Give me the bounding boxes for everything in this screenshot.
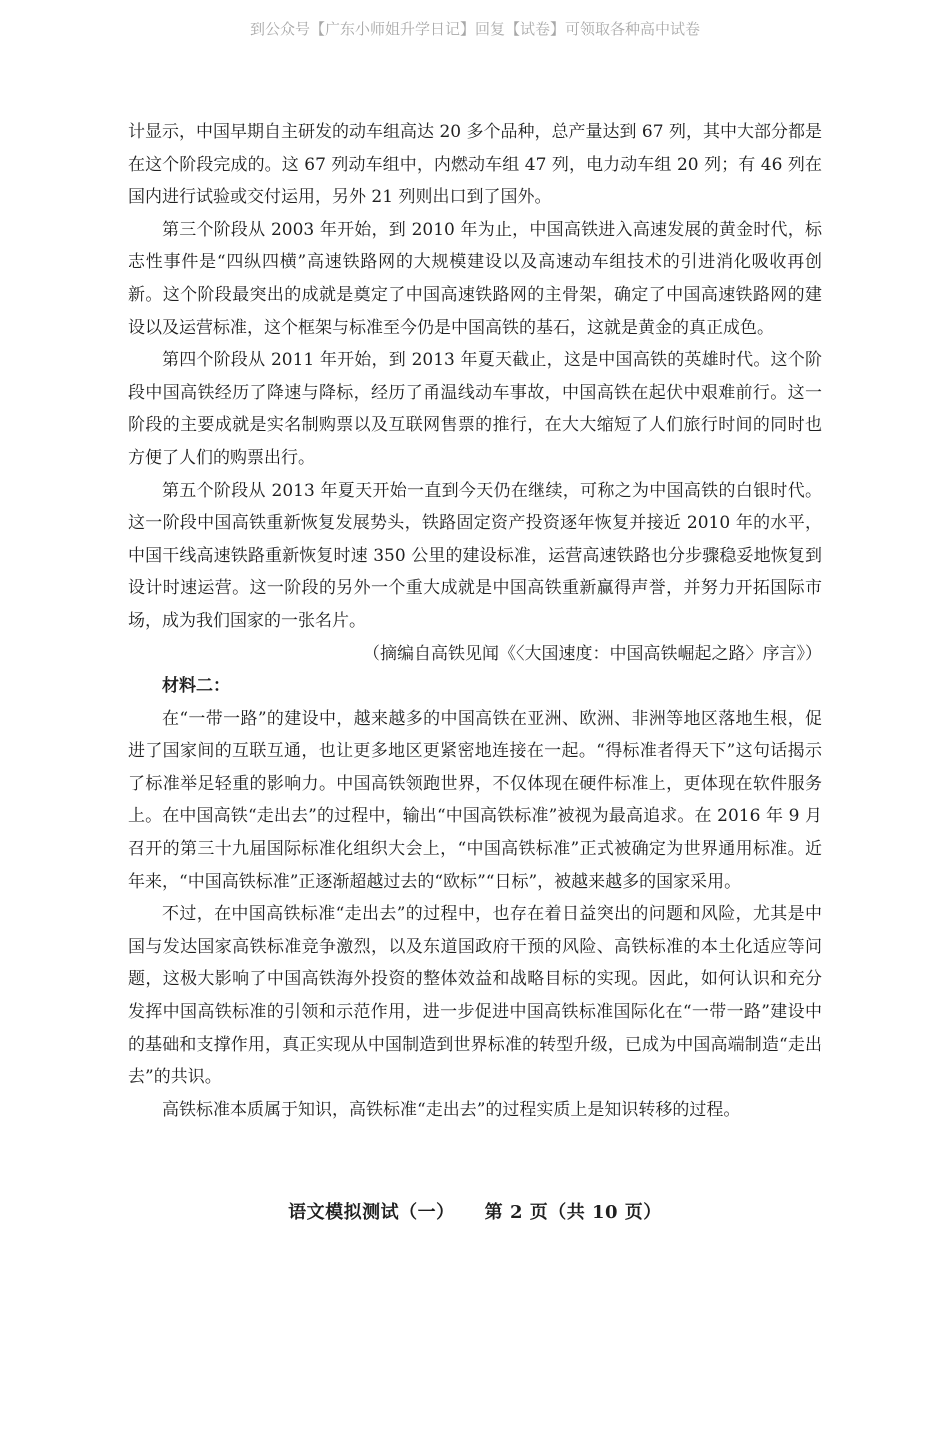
watermark-text: 到公众号【广东小师姐升学日记】回复【试卷】可领取各种高中试卷 [249, 20, 700, 38]
exam-title: 语文模拟测试（一） [288, 1202, 455, 1223]
paragraph-6: 不过，在中国高铁标准“走出去”的过程中，也存在着日益突出的问题和风险，尤其是中国与发达国家高铁标准竞争激烈，以及东道国政府干预的风险、高铁标准的本土化适应等问题，这极大影响了中国高铁海外投资的整体效益和战略目标的实现。因此，如何认识和充分发挥中国高铁标准的引领和示范作用，进一步促进中国高铁标准国际化在“一带一路”建设中的基础和支撑作用，真正实现从中国制造到世界标准的转型升级，已成为中国高端制造“走出去”的共识。 [128, 904, 822, 1088]
source-citation: （摘编自高铁见闻《〈大国速度：中国高铁崛起之路〉序言》） [363, 643, 822, 664]
paragraph-3: 第四个阶段从 2011 年开始，到 2013 年夏天截止，这是中国高铁的英雄时代。这个阶段中国高铁经历了降速与降标，经历了甬温线动车事故，中国高铁在起伏中艰难前行。这一阶段的主要成就是实名制购票以及互联网售票的推行，在大大缩短了人们旅行时间的同时也方便了人们的购票出行。 [128, 350, 822, 468]
paragraph-7: 高铁标准本质属于知识，高铁标准“走出去”的过程实质上是知识转移的过程。 [162, 1099, 741, 1120]
paragraph-1: 计显示，中国早期自主研发的动车组高达 20 多个品种，总产量达到 67 列，其中大部分都是在这个阶段完成的。这 67 列动车组中，内燃动车组 47 列，电力动车组 20 列；有 46 列在国内进行试验或交付运用，另外 21 列则出口到了国外。 [128, 122, 822, 208]
material-two-heading: 材料二： [162, 676, 230, 697]
page-number: 第 2 页（共 10 页） [484, 1202, 662, 1223]
paragraph-4: 第五个阶段从 2013 年夏天开始一直到今天仍在继续，可称之为中国高铁的白银时代。这一阶段中国高铁重新恢复发展势头，铁路固定资产投资逐年恢复并接近 2010 年的水平，中国干线高速铁路重新恢复时速 350 公里的建设标准，运营高速铁路也分步骤稳妥地恢复到设计时速运营。这一阶段的另外一个重大成就是中国高铁重新赢得声誉，并努力开拓国际市场，成为我们国家的一张名片。 [128, 480, 822, 631]
page-body [128, 116, 822, 1126]
paragraph-5: 在“一带一路”的建设中，越来越多的中国高铁在亚洲、欧洲、非洲等地区落地生根，促进了国家间的互联互通，也让更多地区更紧密地连接在一起。“得标准者得天下”这句话揭示了标准举足轻重的影响力。中国高铁领跑世界，不仅体现在硬件标准上，更体现在软件服务上。在中国高铁“走出去”的过程中，输出“中国高铁标准”被视为最高追求。在 2016 年 9 月召开的第三十九届国际标准化组织大会上，“中国高铁标准”正式被确定为世界通用标准。近年来，“中国高铁标准”正逐渐超越过去的“欧标”“日标”，被越来越多的国家采用。 [128, 708, 822, 892]
paragraph-2: 第三个阶段从 2003 年开始，到 2010 年为止，中国高铁进入高速发展的黄金时代，标志性事件是“四纵四横”高速铁路网的大规模建设以及高速动车组技术的引进消化吸收再创新。这个阶段最突出的成就是奠定了中国高速铁路网的主骨架，确定了中国高速铁路网的建设以及运营标准，这个框架与标准至今仍是中国高铁的基石，这就是黄金的真正成色。 [128, 219, 822, 338]
page-footer [0, 1198, 950, 1224]
